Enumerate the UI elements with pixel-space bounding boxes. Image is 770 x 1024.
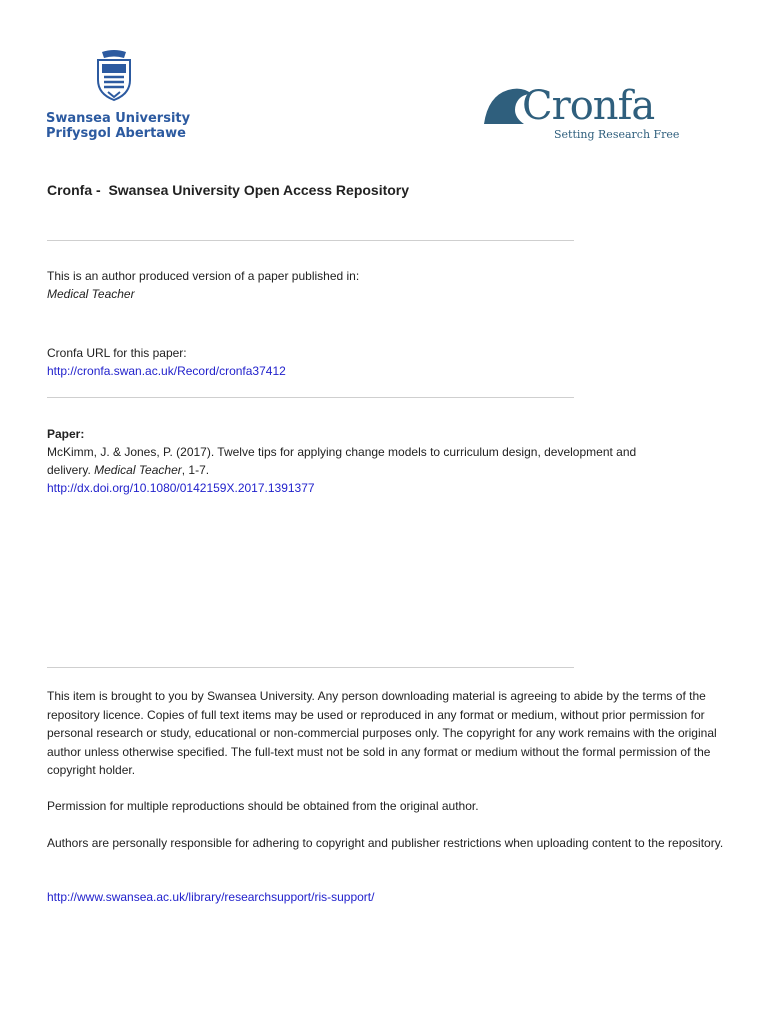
doi-link[interactable]: http://dx.doi.org/10.1080/0142159X.2017.1391377: [47, 481, 315, 495]
citation-line-2: [47, 461, 727, 479]
notice-paragraph-2: Permission for multiple reproductions should be obtained from the original author.: [47, 799, 479, 813]
intro-line: This is an author produced version of a paper published in:: [47, 269, 360, 283]
divider: [47, 240, 574, 241]
notice-link-row: [47, 888, 727, 907]
page-title: Cronfa - Swansea University Open Access Repository: [47, 182, 410, 198]
intro-section: [47, 267, 359, 303]
citation-journal: Medical Teacher: [94, 463, 182, 477]
university-name: [46, 111, 191, 141]
citation-pages: , 1-7.: [181, 463, 210, 477]
notice-paragraph-1: This item is brought to you by Swansea University. Any person downloading material is agreeing to abide by the terms of the repository licence. Copies of full text items may be used or reproduced in any format or medium, without prior permission for personal research or study, educational or non-commercial purposes only. The copyright for any work remains with the original author unless otherwise specified. The full-text must not be sold in any format or medium without the formal permission of the copyright holder.: [47, 689, 717, 777]
swansea-university-logo: [46, 50, 191, 141]
cronfa-url-section: [47, 344, 286, 380]
citation-text: delivery.: [47, 463, 95, 477]
paper-section: [47, 425, 727, 497]
ris-support-link[interactable]: http://www.swansea.ac.uk/library/researchsupport/ris-support/: [47, 890, 375, 904]
paper-heading: Paper:: [47, 427, 85, 441]
cronfa-wordmark: Cronfa: [522, 83, 655, 129]
cronfa-logo: [482, 84, 682, 150]
divider: [47, 667, 574, 668]
cronfa-url-label: Cronfa URL for this paper:: [47, 346, 187, 360]
divider: [47, 397, 574, 398]
cronfa-tagline: Setting Research Free: [554, 128, 680, 141]
cronfa-record-link[interactable]: http://cronfa.swan.ac.uk/Record/cronfa37412: [47, 364, 286, 378]
university-crest-icon: [94, 50, 134, 102]
notice-paragraph-3: Authors are personally responsible for adhering to copyright and publisher restrictions when uploading content to the repository.: [47, 836, 724, 850]
university-name-english: Swansea University: [46, 111, 191, 126]
university-name-welsh: Prifysgol Abertawe: [46, 126, 186, 141]
citation-line-1: McKimm, J. & Jones, P. (2017). Twelve tips for applying change models to curriculum design, development and: [47, 445, 637, 459]
journal-name: Medical Teacher: [47, 287, 135, 301]
